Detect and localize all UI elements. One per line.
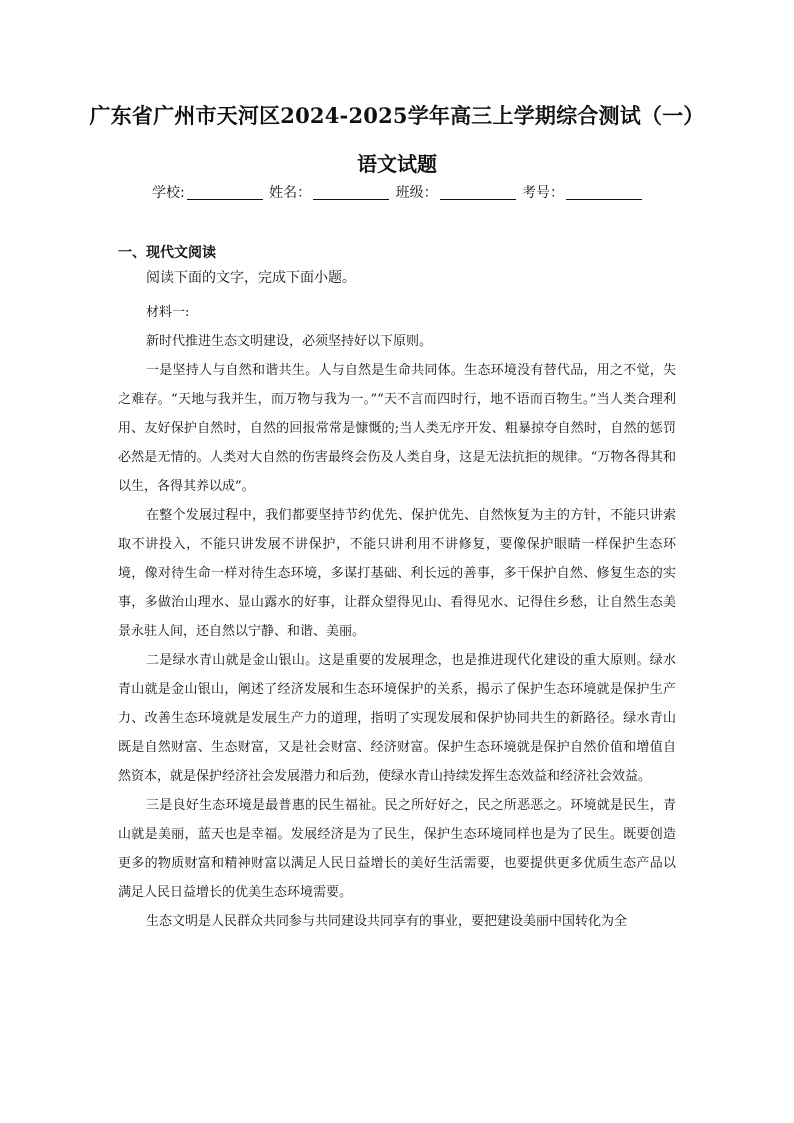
exam-title: 广东省广州市天河区2024-2025学年高三上学期综合测试（一）: [89, 103, 705, 128]
name-blank[interactable]: [313, 185, 389, 200]
school-field[interactable]: [152, 182, 263, 202]
paragraph: 生态文明是人民群众共同参与共同建设共同享有的事业，要把建设美丽中国转化为全: [146, 914, 628, 929]
reading-material: [118, 298, 676, 936]
name-label: 姓名：: [269, 185, 312, 201]
student-info-row: [0, 182, 794, 202]
exam-subtitle: 语文试题: [357, 152, 437, 176]
paragraph: 新时代推进生态文明建设，必须坚持好以下原则。: [146, 334, 433, 349]
school-blank[interactable]: [187, 185, 263, 200]
exam-number-label: 考号：: [522, 185, 565, 201]
class-label: 班级：: [395, 185, 438, 201]
school-label: 学校:: [151, 185, 185, 201]
paragraph: 一是坚持人与自然和谐共生。人与自然是生命共同体。生态环境没有替代品，用之不觉，失之难存。“天地与我并生，而万物与我为一。”“天不言而四时行，地不语而百物生。”当人类合理利用、友好保护自然时，自然的回报常常是慷慨的;当人类无序开发、粗暴掠夺自然时，自然的惩罚必然是无情的。人类对大自然的伤害最终会伤及人类自身，这是无法抗拒的规律。“万物各得其和以生，各得其养以成”。: [118, 363, 676, 494]
paragraph: 在整个发展过程中，我们都要坚持节约优先、保护优先、自然恢复为主的方针，不能只讲索取不讲投入，不能只讲发展不讲保护，不能只讲利用不讲修复，要像保护眼睛一样保护生态环境，像对待生命一样对待生态环境，多谋打基础、利长远的善事，多干保护自然、修复生态的实事，多做治山理水、显山露水的好事，让群众望得见山、看得见水、记得住乡愁，让自然生态美景永驻人间，还自然以宁静、和谐、美丽。: [118, 508, 676, 639]
exam-number-blank[interactable]: [566, 185, 642, 200]
section-heading: 一、现代文阅读: [118, 245, 216, 261]
paragraph: 二是绿水青山就是金山银山。这是重要的发展理念，也是推进现代化建设的重大原则。绿水青山就是金山银山，阐述了经济发展和生态环境保护的关系，揭示了保护生态环境就是保护生产力、改善生态环境就是发展生产力的道理，指明了实现发展和保护协同共生的新路径。绿水青山既是自然财富、生态财富，又是社会财富、经济财富。保护生态环境就是保护自然价值和增值自然资本，就是保护经济社会发展潜力和后劲，使绿水青山持续发挥生态效益和经济社会效益。: [118, 653, 676, 784]
class-blank[interactable]: [440, 185, 516, 200]
class-field[interactable]: [396, 182, 516, 202]
name-field[interactable]: [269, 182, 389, 202]
paragraph: 三是良好生态环境是最普惠的民生福祉。民之所好好之，民之所恶恶之。环境就是民生，青山就是美丽，蓝天也是幸福。发展经济是为了民生，保护生态环境同样也是为了民生。既要创造更多的物质财富和精神财富以满足人民日益增长的美好生活需要，也要提供更多优质生态产品以满足人民日益增长的优美生态环境需要。: [118, 798, 676, 900]
material-label: 材料一:: [146, 305, 190, 320]
section-instruction: 阅读下面的文字，完成下面小题。: [146, 270, 356, 286]
exam-number-field[interactable]: [522, 182, 642, 202]
